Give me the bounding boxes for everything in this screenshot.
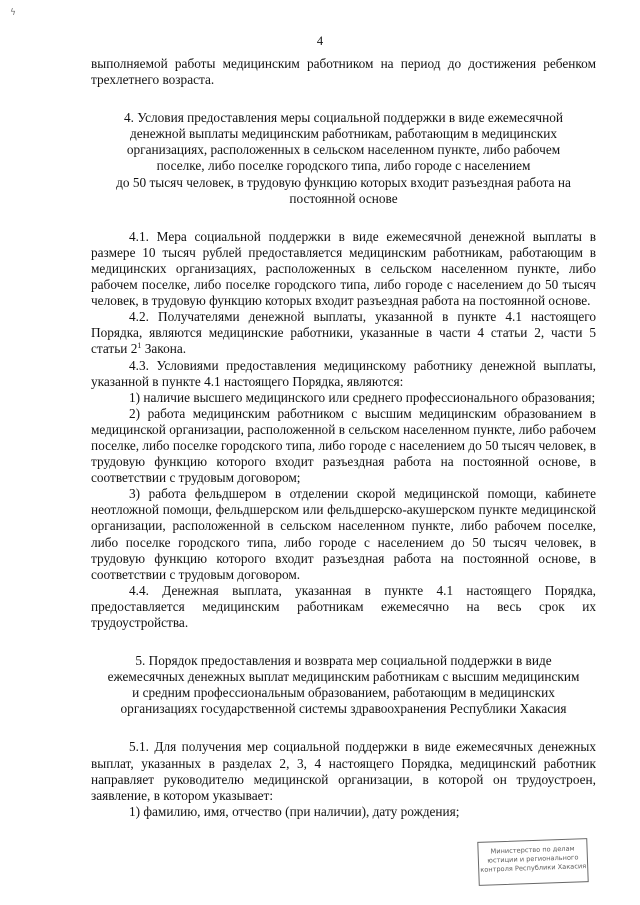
page-number: 4: [316, 34, 324, 48]
heading-line: поселке, либо поселке городского типа, либо городе с населением: [156, 158, 531, 174]
corner-mark: ϟ: [10, 8, 16, 18]
intro-fragment: выполняемой работы медицинским работником на период до достижения ребенком трехлетнего возраста.: [91, 56, 596, 88]
paragraph-4-3-item-3: 3) работа фельдшером в отделении скорой медицинской помощи, кабинете неотложной помощи, фельдшерском или фельдшерско-акушерском пункте медицинской организации, расположенной в сельском населенном пункте, либо рабочем поселке, либо поселке городского типа, либо городе с населением до 50 тысяч человек, в трудовую функцию которого входит разъездная работа на постоянной основе, в соответствии с трудовым договором.: [91, 486, 596, 582]
heading-line: денежной выплаты медицинским работникам, работающим в медицинских: [129, 126, 558, 142]
heading-line: постоянной основе: [289, 190, 398, 206]
heading-line: 5. Порядок предоставления и возврата мер социальной поддержки в виде: [135, 653, 552, 669]
paragraph-5-1-item-1: 1) фамилию, имя, отчество (при наличии), дату рождения;: [129, 803, 460, 819]
stamp-line: контроля Республики Хакасия: [480, 862, 587, 874]
heading-line: ежемесячных денежных выплат медицинским работникам с высшим медицинским: [107, 669, 580, 685]
paragraph-4-4: 4.4. Денежная выплата, указанная в пункте 4.1 настоящего Порядка, предоставляется медицинским работникам ежемесячно на весь срок их трудоустройства.: [91, 582, 596, 630]
section-4-heading: [91, 110, 596, 207]
paragraph-4-2-text: 4.2. Получателями денежной выплаты, указанной в пункте 4.1 настоящего Порядка, являются медицинские работники, указанные в части 4 статьи 2, части 5 статьи 2: [91, 309, 596, 357]
section-5-heading: [91, 653, 596, 717]
stamp-line: Министерство по делам: [490, 844, 575, 856]
paragraph-4-1: 4.1. Мера социальной поддержки в виде ежемесячной денежной выплаты в размере 10 тысяч рублей предоставляется медицинским работникам, работающим в медицинских организациях, расположенных в сельском населенном пункте, либо рабочем поселке, либо поселке городского типа, либо городе с населением до 50 тысяч человек, в трудовую функцию которых входит разъездная работа на постоянной основе.: [91, 228, 596, 309]
paragraph-5-1: 5.1. Для получения мер социальной поддержки в виде ежемесячных денежных выплат, указанных в разделах 2, 3, 4 настоящего Порядка, медицинский работник направляет руководителю медицинской организации, в которой он трудоустроен, заявление, в котором указывает:: [91, 739, 596, 803]
paragraph-4-2-end: Закона.: [141, 341, 187, 357]
heading-line: организациях, расположенных в сельском населенном пункте, либо рабочем: [126, 142, 561, 158]
page-content: [91, 56, 596, 820]
heading-line: до 50 тысяч человек, в трудовую функцию которых входит разъездная работа на: [116, 174, 571, 190]
stamp-line: юстиции и регионального: [487, 853, 579, 865]
paragraph-4-3-item-1: 1) наличие высшего медицинского или среднего профессионального образования;: [129, 389, 596, 405]
heading-line: и средним профессиональным образованием, работающим в медицинских: [132, 685, 555, 701]
heading-line: 4. Условия предоставления меры социальной поддержки в виде ежемесячной: [124, 110, 563, 126]
superscript: 1: [137, 341, 142, 351]
registration-stamp: [477, 838, 588, 886]
paragraph-4-2: [91, 309, 596, 357]
paragraph-4-3: 4.3. Условиями предоставления медицинскому работнику денежной выплаты, указанной в пункте 4.1 настоящего Порядка, являются:: [91, 357, 596, 389]
paragraph-4-3-item-2: 2) работа медицинским работником с высшим медицинским образованием в медицинской организации, расположенной в сельском населенном пункте, либо рабочем поселке, либо поселке городского типа, либо городе с населением до 50 тысяч человек, в трудовую функцию которого входит разъездная работа на постоянной основе, в соответствии с трудовым договором;: [91, 405, 596, 486]
heading-line: организациях государственной системы здравоохранения Республики Хакасия: [120, 701, 567, 717]
